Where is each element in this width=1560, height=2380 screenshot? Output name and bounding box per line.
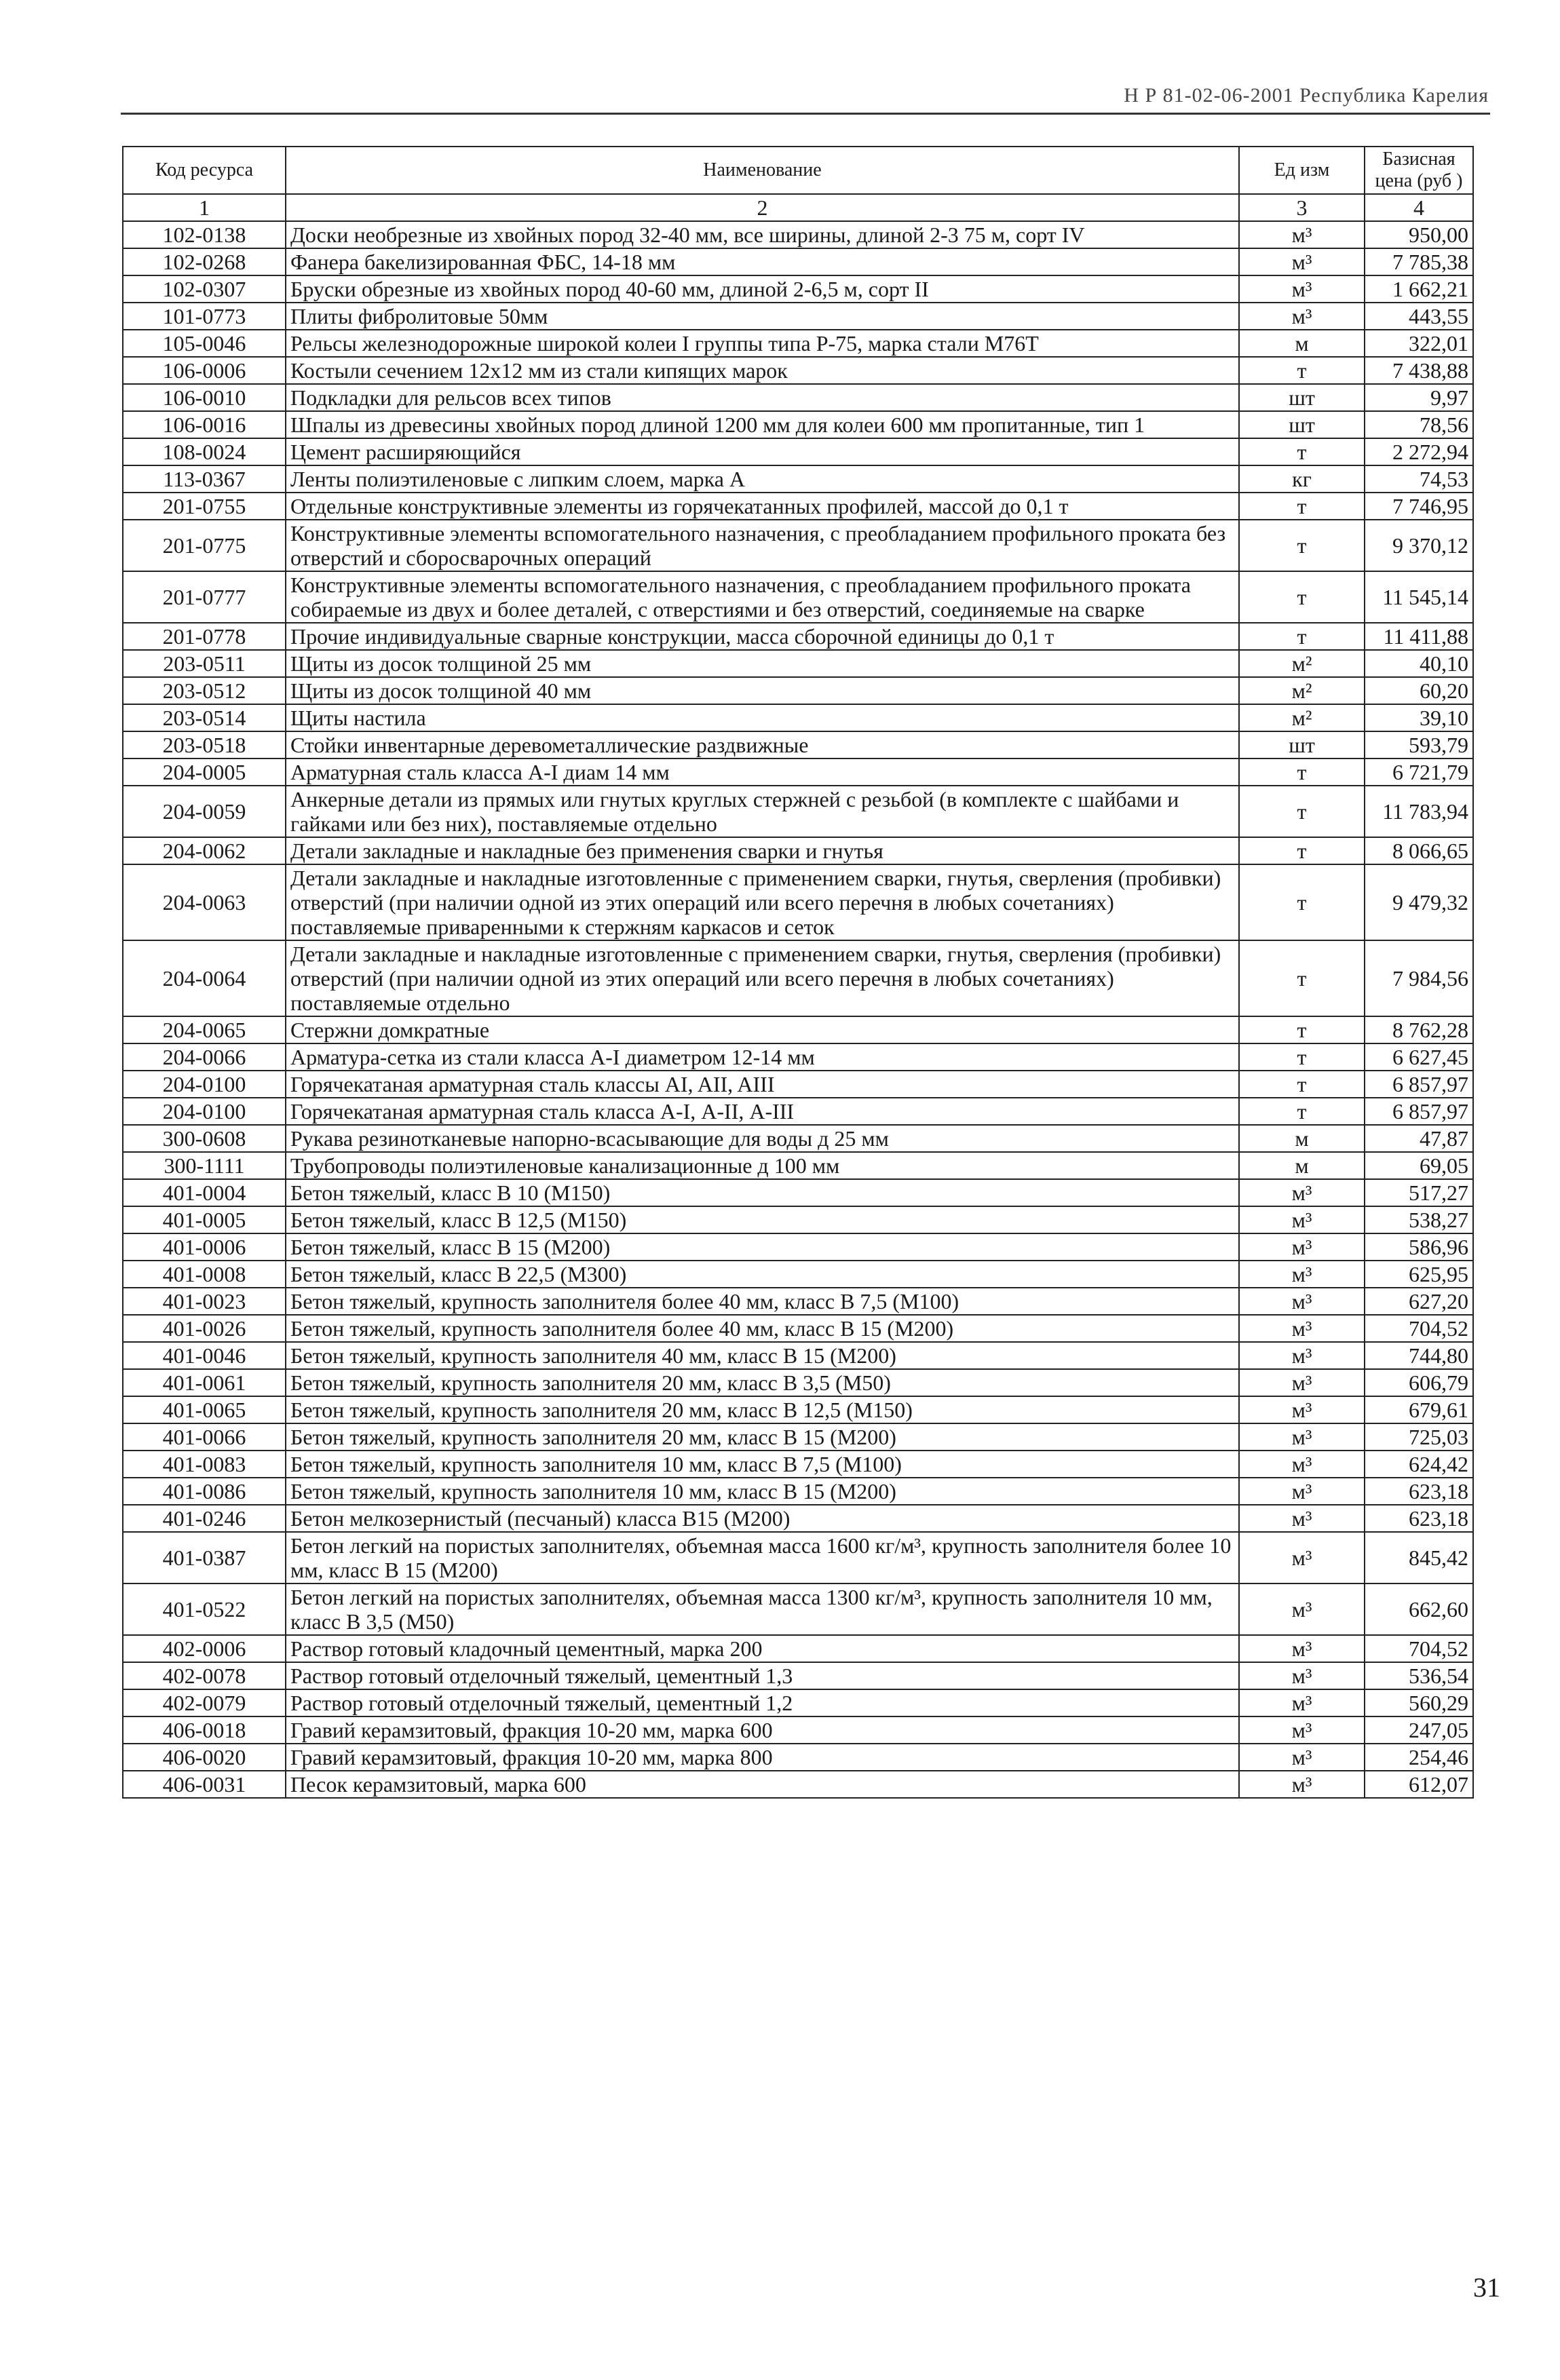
resource-code: 401-0008: [123, 1261, 286, 1288]
table-row: [123, 1635, 1473, 1662]
resource-unit: м: [1239, 330, 1365, 357]
resource-name: Бетон тяжелый, класс В 15 (М200): [286, 1233, 1239, 1261]
resource-unit: м³: [1239, 1342, 1365, 1369]
resource-code: 401-0522: [123, 1584, 286, 1635]
resource-code: 401-0083: [123, 1451, 286, 1478]
table-row: [123, 221, 1473, 248]
resource-name: Бетон тяжелый, крупность заполнителя 20 мм, класс В 12,5 (М150): [286, 1396, 1239, 1423]
resource-name: Фанера бакелизированная ФБС, 14-18 мм: [286, 248, 1239, 275]
resource-unit: т: [1239, 1016, 1365, 1043]
resource-price: 6 721,79: [1365, 759, 1473, 786]
col-number: 4: [1365, 194, 1473, 221]
resource-name: Конструктивные элементы вспомогательного назначения, с преобладанием профильного проката без отверстий и сборосварочных операций: [286, 520, 1239, 571]
resource-price: 538,27: [1365, 1206, 1473, 1233]
resource-code: 402-0006: [123, 1635, 286, 1662]
resource-unit: т: [1239, 357, 1365, 384]
resource-price: 6 857,97: [1365, 1071, 1473, 1098]
resource-price: 725,03: [1365, 1423, 1473, 1451]
col-number: 2: [286, 194, 1239, 221]
resource-name: Бетон тяжелый, крупность заполнителя более 40 мм, класс В 7,5 (М100): [286, 1288, 1239, 1315]
resource-unit: м³: [1239, 248, 1365, 275]
resource-name: Анкерные детали из прямых или гнутых круглых стержней с резьбой (в комплекте с шайбами и гайками или без них), поставляемые отдельно: [286, 786, 1239, 837]
resource-price: 254,46: [1365, 1744, 1473, 1771]
resource-price: 744,80: [1365, 1342, 1473, 1369]
resource-unit: м³: [1239, 1689, 1365, 1716]
resource-unit: м²: [1239, 650, 1365, 677]
resource-name: Бетон тяжелый, класс В 22,5 (М300): [286, 1261, 1239, 1288]
resource-price: 39,10: [1365, 704, 1473, 731]
resource-unit: м³: [1239, 1635, 1365, 1662]
resource-price: 247,05: [1365, 1716, 1473, 1744]
resource-code: 201-0777: [123, 571, 286, 623]
table-row: [123, 1043, 1473, 1071]
table-row: [123, 1584, 1473, 1635]
resource-name: Стойки инвентарные деревометаллические раздвижные: [286, 731, 1239, 759]
resource-price: 679,61: [1365, 1396, 1473, 1423]
resource-unit: т: [1239, 1098, 1365, 1125]
resource-unit: м³: [1239, 1716, 1365, 1744]
table-row: [123, 1478, 1473, 1505]
resource-code: 101-0773: [123, 303, 286, 330]
table-row: [123, 1315, 1473, 1342]
resource-price: 560,29: [1365, 1689, 1473, 1716]
resource-name: Гравий керамзитовый, фракция 10-20 мм, марка 600: [286, 1716, 1239, 1744]
resource-price: 9 370,12: [1365, 520, 1473, 571]
resource-unit: м³: [1239, 1288, 1365, 1315]
resource-price: 9 479,32: [1365, 864, 1473, 940]
resource-price: 9,97: [1365, 384, 1473, 411]
table-row: [123, 677, 1473, 704]
resource-unit: м: [1239, 1152, 1365, 1179]
table-row: [123, 1261, 1473, 1288]
col-header-code: Код ресурса: [123, 147, 286, 194]
col-number: 1: [123, 194, 286, 221]
resource-code: 102-0138: [123, 221, 286, 248]
table-row: [123, 1716, 1473, 1744]
resource-price: 6 857,97: [1365, 1098, 1473, 1125]
resource-price: 11 411,88: [1365, 623, 1473, 650]
table-row: [123, 571, 1473, 623]
resource-name: Рукава резинотканевые напорно-всасывающие для воды д 25 мм: [286, 1125, 1239, 1152]
resource-unit: м³: [1239, 1478, 1365, 1505]
table-row: [123, 520, 1473, 571]
table-row: [123, 248, 1473, 275]
table-row: [123, 1451, 1473, 1478]
resource-code: 406-0018: [123, 1716, 286, 1744]
resource-name: Бетон легкий на пористых заполнителях, объемная масса 1600 кг/м³, крупность заполнителя более 10 мм, класс В 15 (М200): [286, 1532, 1239, 1584]
resource-unit: кг: [1239, 465, 1365, 493]
resource-unit: м³: [1239, 275, 1365, 303]
resource-unit: м³: [1239, 1505, 1365, 1532]
table-row: [123, 1771, 1473, 1798]
resource-price: 662,60: [1365, 1584, 1473, 1635]
resource-unit: м³: [1239, 221, 1365, 248]
resource-name: Прочие индивидуальные сварные конструкции, масса сборочной единицы до 0,1 т: [286, 623, 1239, 650]
resource-name: Шпалы из древесины хвойных пород длиной 1200 мм для колеи 600 мм пропитанные, тип 1: [286, 411, 1239, 438]
resource-unit: м³: [1239, 1233, 1365, 1261]
resource-code: 102-0268: [123, 248, 286, 275]
resource-code: 204-0059: [123, 786, 286, 837]
resource-name: Горячекатаная арматурная сталь класса А-I, А-II, А-III: [286, 1098, 1239, 1125]
resource-code: 401-0023: [123, 1288, 286, 1315]
resource-price: 78,56: [1365, 411, 1473, 438]
resource-code: 402-0079: [123, 1689, 286, 1716]
resource-price: 845,42: [1365, 1532, 1473, 1584]
table-row: [123, 1179, 1473, 1206]
resource-name: Арматурная сталь класса А-I диам 14 мм: [286, 759, 1239, 786]
resource-unit: м²: [1239, 677, 1365, 704]
resource-code: 201-0755: [123, 493, 286, 520]
resource-unit: т: [1239, 837, 1365, 864]
resource-code: 105-0046: [123, 330, 286, 357]
resource-name: Гравий керамзитовый, фракция 10-20 мм, марка 800: [286, 1744, 1239, 1771]
table-row: [123, 864, 1473, 940]
resource-price: 11 783,94: [1365, 786, 1473, 837]
resource-price: 627,20: [1365, 1288, 1473, 1315]
table-row: [123, 1206, 1473, 1233]
resource-name: Бетон тяжелый, класс В 10 (М150): [286, 1179, 1239, 1206]
resource-price: 40,10: [1365, 650, 1473, 677]
resource-unit: м²: [1239, 704, 1365, 731]
resource-price: 623,18: [1365, 1505, 1473, 1532]
resource-name: Бетон тяжелый, крупность заполнителя более 40 мм, класс В 15 (М200): [286, 1315, 1239, 1342]
table-row: [123, 623, 1473, 650]
resource-unit: т: [1239, 623, 1365, 650]
resource-price: 950,00: [1365, 221, 1473, 248]
resource-unit: м³: [1239, 1451, 1365, 1478]
column-number-row: [123, 194, 1473, 221]
table-row: [123, 1071, 1473, 1098]
table-row: [123, 940, 1473, 1016]
table-row: [123, 1098, 1473, 1125]
resource-name: Рельсы железнодорожные широкой колеи I группы типа Р-75, марка стали М76Т: [286, 330, 1239, 357]
resource-price: 704,52: [1365, 1315, 1473, 1342]
resource-code: 106-0006: [123, 357, 286, 384]
resource-price: 7 438,88: [1365, 357, 1473, 384]
table-row: [123, 1125, 1473, 1152]
resource-code: 401-0006: [123, 1233, 286, 1261]
resource-name: Бруски обрезные из хвойных пород 40-60 мм, длиной 2-6,5 м, сорт II: [286, 275, 1239, 303]
resource-price: 2 272,94: [1365, 438, 1473, 465]
resource-price: 7 984,56: [1365, 940, 1473, 1016]
resource-name: Бетон тяжелый, класс В 12,5 (М150): [286, 1206, 1239, 1233]
resource-name: Щиты из досок толщиной 40 мм: [286, 677, 1239, 704]
resource-code: 300-1111: [123, 1152, 286, 1179]
resource-name: Бетон тяжелый, крупность заполнителя 10 мм, класс В 7,5 (М100): [286, 1451, 1239, 1478]
resource-code: 401-0026: [123, 1315, 286, 1342]
resource-code: 406-0031: [123, 1771, 286, 1798]
resource-name: Детали закладные и накладные изготовленные с применением сварки, гнутья, сверления (пробивки) отверстий (при наличии одной из этих операций или всего перечня в любых сочетаниях) поставляемые отдельно: [286, 940, 1239, 1016]
resource-unit: т: [1239, 520, 1365, 571]
resource-name: Костыли сечением 12х12 мм из стали кипящих марок: [286, 357, 1239, 384]
resource-code: 401-0387: [123, 1532, 286, 1584]
resource-unit: шт: [1239, 384, 1365, 411]
resource-code: 203-0514: [123, 704, 286, 731]
resource-code: 401-0066: [123, 1423, 286, 1451]
resource-name: Раствор готовый отделочный тяжелый, цементный 1,2: [286, 1689, 1239, 1716]
table-row: [123, 1342, 1473, 1369]
resource-name: Детали закладные и накладные без применения сварки и гнутья: [286, 837, 1239, 864]
table-row: [123, 465, 1473, 493]
resource-name: Доски необрезные из хвойных пород 32-40 мм, все ширины, длиной 2-3 75 м, сорт IV: [286, 221, 1239, 248]
resource-unit: т: [1239, 438, 1365, 465]
table-row: [123, 1505, 1473, 1532]
resource-unit: м³: [1239, 1179, 1365, 1206]
resource-unit: т: [1239, 940, 1365, 1016]
resource-unit: м³: [1239, 1206, 1365, 1233]
header-rule: [121, 113, 1490, 115]
resource-price: 8 066,65: [1365, 837, 1473, 864]
resource-code: 204-0065: [123, 1016, 286, 1043]
resource-price: 6 627,45: [1365, 1043, 1473, 1071]
col-header-name: Наименование: [286, 147, 1239, 194]
resource-code: 203-0512: [123, 677, 286, 704]
resource-price: 60,20: [1365, 677, 1473, 704]
resource-code: 401-0004: [123, 1179, 286, 1206]
resource-unit: шт: [1239, 731, 1365, 759]
resource-name: Горячекатаная арматурная сталь классы AI, AII, AIII: [286, 1071, 1239, 1098]
resource-code: 204-0064: [123, 940, 286, 1016]
table-row: [123, 438, 1473, 465]
header-row: [123, 147, 1473, 194]
resource-price: 536,54: [1365, 1662, 1473, 1689]
resource-name: Ленты полиэтиленовые с липким слоем, марка А: [286, 465, 1239, 493]
table-row: [123, 731, 1473, 759]
table-row: [123, 384, 1473, 411]
resource-name: Раствор готовый отделочный тяжелый, цементный 1,3: [286, 1662, 1239, 1689]
table-row: [123, 330, 1473, 357]
resource-name: Бетон тяжелый, крупность заполнителя 10 мм, класс В 15 (М200): [286, 1478, 1239, 1505]
resource-code: 106-0010: [123, 384, 286, 411]
resource-unit: м³: [1239, 1315, 1365, 1342]
resource-name: Бетон тяжелый, крупность заполнителя 20 мм, класс В 3,5 (М50): [286, 1369, 1239, 1396]
table-row: [123, 1233, 1473, 1261]
resource-code: 204-0005: [123, 759, 286, 786]
resource-price: 322,01: [1365, 330, 1473, 357]
table-row: [123, 1152, 1473, 1179]
resource-unit: т: [1239, 1071, 1365, 1098]
resource-name: Цемент расширяющийся: [286, 438, 1239, 465]
resource-price: 517,27: [1365, 1179, 1473, 1206]
table-row: [123, 303, 1473, 330]
resource-code: 106-0016: [123, 411, 286, 438]
table-row: [123, 1532, 1473, 1584]
table-row: [123, 1662, 1473, 1689]
resource-code: 402-0078: [123, 1662, 286, 1689]
resource-name: Бетон тяжелый, крупность заполнителя 40 мм, класс В 15 (М200): [286, 1342, 1239, 1369]
table-row: [123, 1288, 1473, 1315]
table-row: [123, 650, 1473, 677]
resource-code: 204-0066: [123, 1043, 286, 1071]
resource-name: Бетон легкий на пористых заполнителях, объемная масса 1300 кг/м³, крупность заполнителя 10 мм, класс В 3,5 (М50): [286, 1584, 1239, 1635]
resource-unit: т: [1239, 786, 1365, 837]
table-row: [123, 1396, 1473, 1423]
resource-price: 593,79: [1365, 731, 1473, 759]
resource-unit: т: [1239, 1043, 1365, 1071]
resource-name: Бетон тяжелый, крупность заполнителя 20 мм, класс В 15 (М200): [286, 1423, 1239, 1451]
table-row: [123, 1369, 1473, 1396]
resource-code: 203-0511: [123, 650, 286, 677]
table-row: [123, 837, 1473, 864]
resource-code: 300-0608: [123, 1125, 286, 1152]
resource-price: 704,52: [1365, 1635, 1473, 1662]
table-row: [123, 493, 1473, 520]
resource-price: 625,95: [1365, 1261, 1473, 1288]
resource-price: 443,55: [1365, 303, 1473, 330]
table-row: [123, 1016, 1473, 1043]
resource-code: 401-0005: [123, 1206, 286, 1233]
resource-name: Бетон мелкозернистый (песчаный) класса В15 (М200): [286, 1505, 1239, 1532]
resource-unit: м³: [1239, 1423, 1365, 1451]
table-body: [123, 221, 1473, 1798]
resource-name: Щиты настила: [286, 704, 1239, 731]
resource-name: Песок керамзитовый, марка 600: [286, 1771, 1239, 1798]
table-row: [123, 411, 1473, 438]
resource-name: Детали закладные и накладные изготовленные с применением сварки, гнутья, сверления (пробивки) отверстий (при наличии одной из этих операций или всего перечня в любых сочетаниях) поставляемые приваренными к стержням каркасов и сеток: [286, 864, 1239, 940]
resource-price: 624,42: [1365, 1451, 1473, 1478]
resource-unit: м³: [1239, 303, 1365, 330]
resource-name: Конструктивные элементы вспомогательного назначения, с преобладанием профильного проката собираемые из двух и более деталей, с отверстиями и без отверстий, соединяемые на сварке: [286, 571, 1239, 623]
resource-price: 69,05: [1365, 1152, 1473, 1179]
resource-name: Щиты из досок толщиной 25 мм: [286, 650, 1239, 677]
resource-price: 612,07: [1365, 1771, 1473, 1798]
resource-name: Раствор готовый кладочный цементный, марка 200: [286, 1635, 1239, 1662]
resource-code: 108-0024: [123, 438, 286, 465]
resource-unit: м³: [1239, 1532, 1365, 1584]
resource-unit: м³: [1239, 1261, 1365, 1288]
resource-code: 401-0065: [123, 1396, 286, 1423]
resource-price: 586,96: [1365, 1233, 1473, 1261]
resource-unit: м³: [1239, 1369, 1365, 1396]
resource-code: 203-0518: [123, 731, 286, 759]
resource-unit: м³: [1239, 1744, 1365, 1771]
resource-code: 204-0100: [123, 1071, 286, 1098]
table-row: [123, 1423, 1473, 1451]
resource-price: 8 762,28: [1365, 1016, 1473, 1043]
col-number: 3: [1239, 194, 1365, 221]
resource-price: 1 662,21: [1365, 275, 1473, 303]
resource-code: 401-0086: [123, 1478, 286, 1505]
resource-code: 113-0367: [123, 465, 286, 493]
resource-unit: м³: [1239, 1771, 1365, 1798]
resource-unit: т: [1239, 759, 1365, 786]
resource-code: 401-0046: [123, 1342, 286, 1369]
table-row: [123, 1744, 1473, 1771]
table-row: [123, 1689, 1473, 1716]
resource-unit: м³: [1239, 1584, 1365, 1635]
table-row: [123, 704, 1473, 731]
table-row: [123, 275, 1473, 303]
resource-code: 102-0307: [123, 275, 286, 303]
resource-price-table: [122, 146, 1474, 1799]
resource-price: 74,53: [1365, 465, 1473, 493]
resource-code: 406-0020: [123, 1744, 286, 1771]
running-header: Н Р 81-02-06-2001 Республика Карелия: [1124, 84, 1489, 107]
resource-code: 204-0062: [123, 837, 286, 864]
resource-unit: т: [1239, 571, 1365, 623]
resource-price: 11 545,14: [1365, 571, 1473, 623]
resource-price: 7 746,95: [1365, 493, 1473, 520]
resource-code: 401-0246: [123, 1505, 286, 1532]
resource-unit: м³: [1239, 1396, 1365, 1423]
table-row: [123, 357, 1473, 384]
resource-code: 201-0775: [123, 520, 286, 571]
resource-code: 401-0061: [123, 1369, 286, 1396]
table-row: [123, 786, 1473, 837]
resource-name: Отдельные конструктивные элементы из горячекатанных профилей, массой до 0,1 т: [286, 493, 1239, 520]
resource-code: 201-0778: [123, 623, 286, 650]
resource-name: Подкладки для рельсов всех типов: [286, 384, 1239, 411]
resource-unit: т: [1239, 864, 1365, 940]
resource-unit: шт: [1239, 411, 1365, 438]
resource-name: Арматура-сетка из стали класса А-I диаметром 12-14 мм: [286, 1043, 1239, 1071]
col-header-unit: Ед изм: [1239, 147, 1365, 194]
table-row: [123, 759, 1473, 786]
resource-name: Трубопроводы полиэтиленовые канализационные д 100 мм: [286, 1152, 1239, 1179]
resource-name: Стержни домкратные: [286, 1016, 1239, 1043]
resource-unit: т: [1239, 493, 1365, 520]
resource-price: 47,87: [1365, 1125, 1473, 1152]
resource-code: 204-0100: [123, 1098, 286, 1125]
resource-price: 623,18: [1365, 1478, 1473, 1505]
resource-code: 204-0063: [123, 864, 286, 940]
resource-unit: м³: [1239, 1662, 1365, 1689]
resource-name: Плиты фибролитовые 50мм: [286, 303, 1239, 330]
resource-price: 7 785,38: [1365, 248, 1473, 275]
page-number: 31: [1473, 2272, 1500, 2303]
resource-unit: м: [1239, 1125, 1365, 1152]
col-header-price: Базисная цена (руб ): [1365, 147, 1473, 194]
resource-price: 606,79: [1365, 1369, 1473, 1396]
